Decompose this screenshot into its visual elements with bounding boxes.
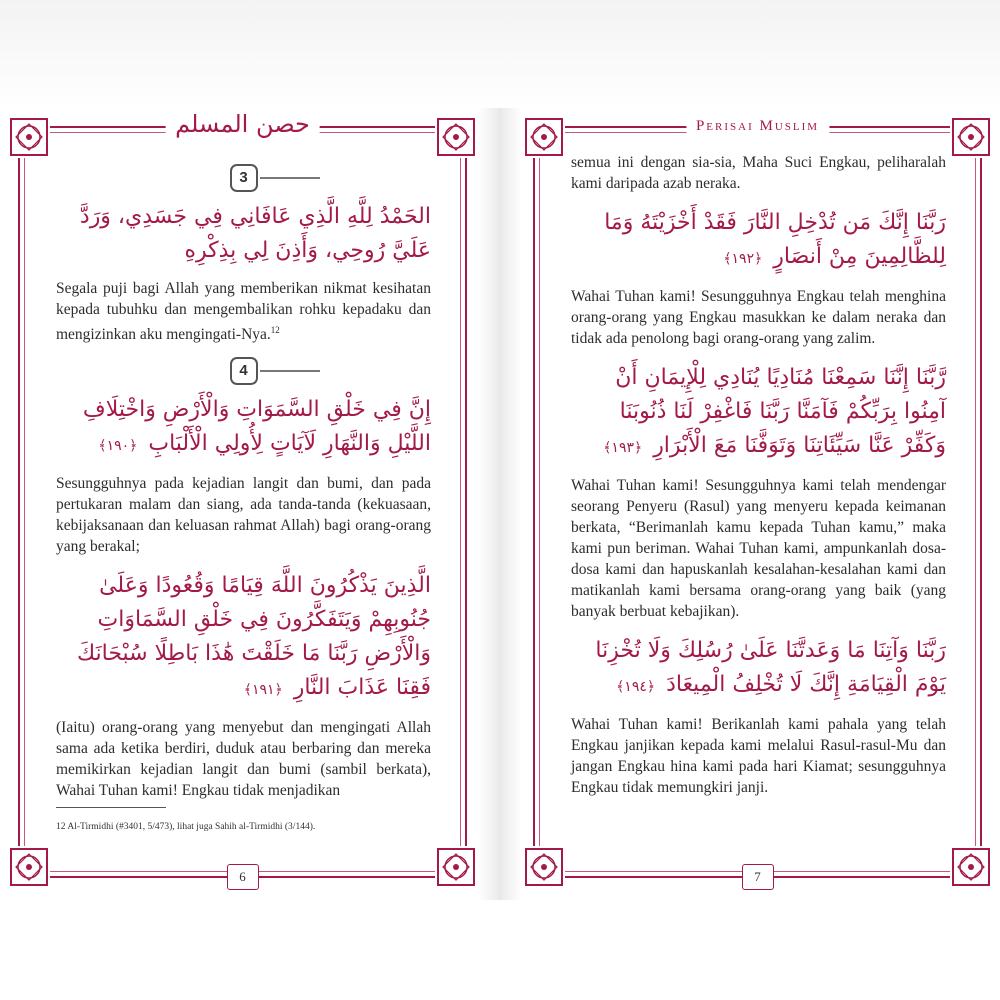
arabic-verse: الَّذِينَ يَذْكُرُونَ اللَّهَ قِيَامًا وَقُعُودًا وَعَلَىٰ جُنُوبِهِمْ وَيَتَفَكَّرُونَ فِي خَلْقِ السَّمَاوَاتِ وَالْأَرْضِ رَبَّنَا مَا خَلَقْتَ هَٰذَا بَاطِلًا سُبْحَانَكَ فَقِنَا عَذَابَ النَّارِ ﴿١٩١﴾ [56,569,431,707]
section-marker [56,164,431,192]
right-page [533,118,982,884]
ayah-number: ﴿١٩٠﴾ [98,438,138,455]
arabic-verse: إِنَّ فِي خَلْقِ السَّمَوَاتِ وَالْأَرْضِ وَاخْتِلَافِ اللَّيْلِ وَالنَّهَارِ لَآيَاتٍ لِأُولِي الْأَلْبَابِ ﴿١٩٠﴾ [56,393,431,463]
translation-paragraph: Wahai Tuhan kami! Berikanlah kami pahala yang telah Engkau janjikan kepada kami melalui Rasul-rasul-Mu dan jangan Engkau hina kami pada hari Kiamat; sesungguhnya Engkau tidak memungkiri janji. [571,716,946,796]
corner-ornament-icon [435,116,477,158]
page-number: 7 [742,864,774,890]
translation-paragraph: Segala puji bagi Allah yang memberikan nikmat kesihatan kepada tubuhku dan mengembalikan rohku kepadaku dan mengizinkan aku mengingati-Nya.$^{12}$ [56,280,431,344]
left-page-content [56,158,431,848]
corner-ornament-icon [523,846,565,888]
footnote-ref[interactable]: 12 [270,325,280,335]
book-title-arabic: حصن المسلم [165,110,320,138]
arabic-verse: رَبَّنَا وَآتِنَا مَا وَعَدتَّنَا عَلَىٰ رُسُلِكَ وَلَا تُخْزِنَا يَوْمَ الْقِيَامَةِ إِنَّكَ لَا تُخْلِفُ الْمِيعَادَ ﴿١٩٤﴾ [571,634,946,704]
corner-ornament-icon [8,846,50,888]
section-number: 3 [230,164,258,192]
translation-paragraph: Sesungguhnya pada kejadian langit dan bumi, dan pada pertukaran malam dan siang, ada tanda-tanda (kekuasaan, kebijaksanaan dan keluasan rahmat Allah) bagi orang-orang yang berakal; [56,475,431,556]
footnote-divider [56,807,166,808]
corner-ornament-icon [950,116,992,158]
footnote: 12 Al-Tirmidhi (#3401, 5/473), lihat juga Sahih al-Tirmidhi (3/144). [56,822,316,832]
section-marker [56,357,431,385]
corner-ornament-icon [523,116,565,158]
arabic-verse: رَبَّنَا إِنَّكَ مَن تُدْخِلِ النَّارَ فَقَدْ أَخْزَيْتَهُ وَمَا لِلظَّالِمِينَ مِنْ أَنصَارٍ ﴿١٩٢﴾ [571,206,946,276]
page-number: 6 [227,864,259,890]
translation-paragraph: semua ini dengan sia-sia, Maha Suci Engkau, peliharalah kami daripada azab neraka. [571,154,946,192]
ayah-number: ﴿١٩١﴾ [243,682,283,699]
corner-ornament-icon [435,846,477,888]
book-gutter [478,108,522,900]
ayah-number: ﴿١٩٢﴾ [723,251,763,267]
arabic-verse: رَّبَّنَا إِنَّنَا سَمِعْنَا مُنَادِيًا يُنَادِي لِلْإِيمَانِ أَنْ آمِنُوا بِرَبِّكُمْ فَآمَنَّا رَبَّنَا فَاغْفِرْ لَنَا ذُنُوبَنَا وَكَفِّرْ عَنَّا سَيِّئَاتِنَا وَتَوَفَّنَا مَعَ الْأَبْرَارِ ﴿١٩٣﴾ [571,361,946,465]
corner-ornament-icon [8,116,50,158]
book-title: Perisai Muslim [686,118,829,135]
background-shade [0,0,1000,108]
arabic-dua: الحَمْدُ لِلَّهِ الَّذِي عَافَانِي فِي جَسَدِي، وَرَدَّ عَلَيَّ رُوحِي، وَأَذِنَ لِي بِذِكْرِهِ [79,204,431,263]
corner-ornament-icon [950,846,992,888]
left-page [18,110,467,884]
ayah-number: ﴿١٩٣﴾ [603,440,643,456]
ayah-number: ﴿١٩٤﴾ [616,679,656,695]
translation-paragraph: (Iaitu) orang-orang yang menyebut dan mengingati Allah sama ada ketika berdiri, duduk atau berbaring dan mereka memikirkan kejadian langit dan bumi (sambil berkata), Wahai Tuhan kami! Engkau tidak menjadikan [56,719,431,800]
section-number: 4 [230,357,258,385]
translation-paragraph: Wahai Tuhan kami! Sesungguhnya Engkau telah menghina orang-orang yang Engkau masukkan ke dalam neraka dan tidak ada penolong bagi orang-orang yang zalim. [571,288,946,347]
translation-paragraph: Wahai Tuhan kami! Sesungguhnya kami telah mendengar seorang Penyeru (Rasul) yang menyeru kepada keimanan berkata, “Berimanlah kamu kepada Tuhan kamu,” maka kami pun beriman. Wahai Tuhan kami, ampunkanlah dosa-dosa kami dan hapuskanlah kesalahan-kesalahan kami dan matikanlah kami bersama orang-orang yang baik (yang banyak berbuat kebajikan). [571,477,946,620]
right-page-content [571,152,946,848]
